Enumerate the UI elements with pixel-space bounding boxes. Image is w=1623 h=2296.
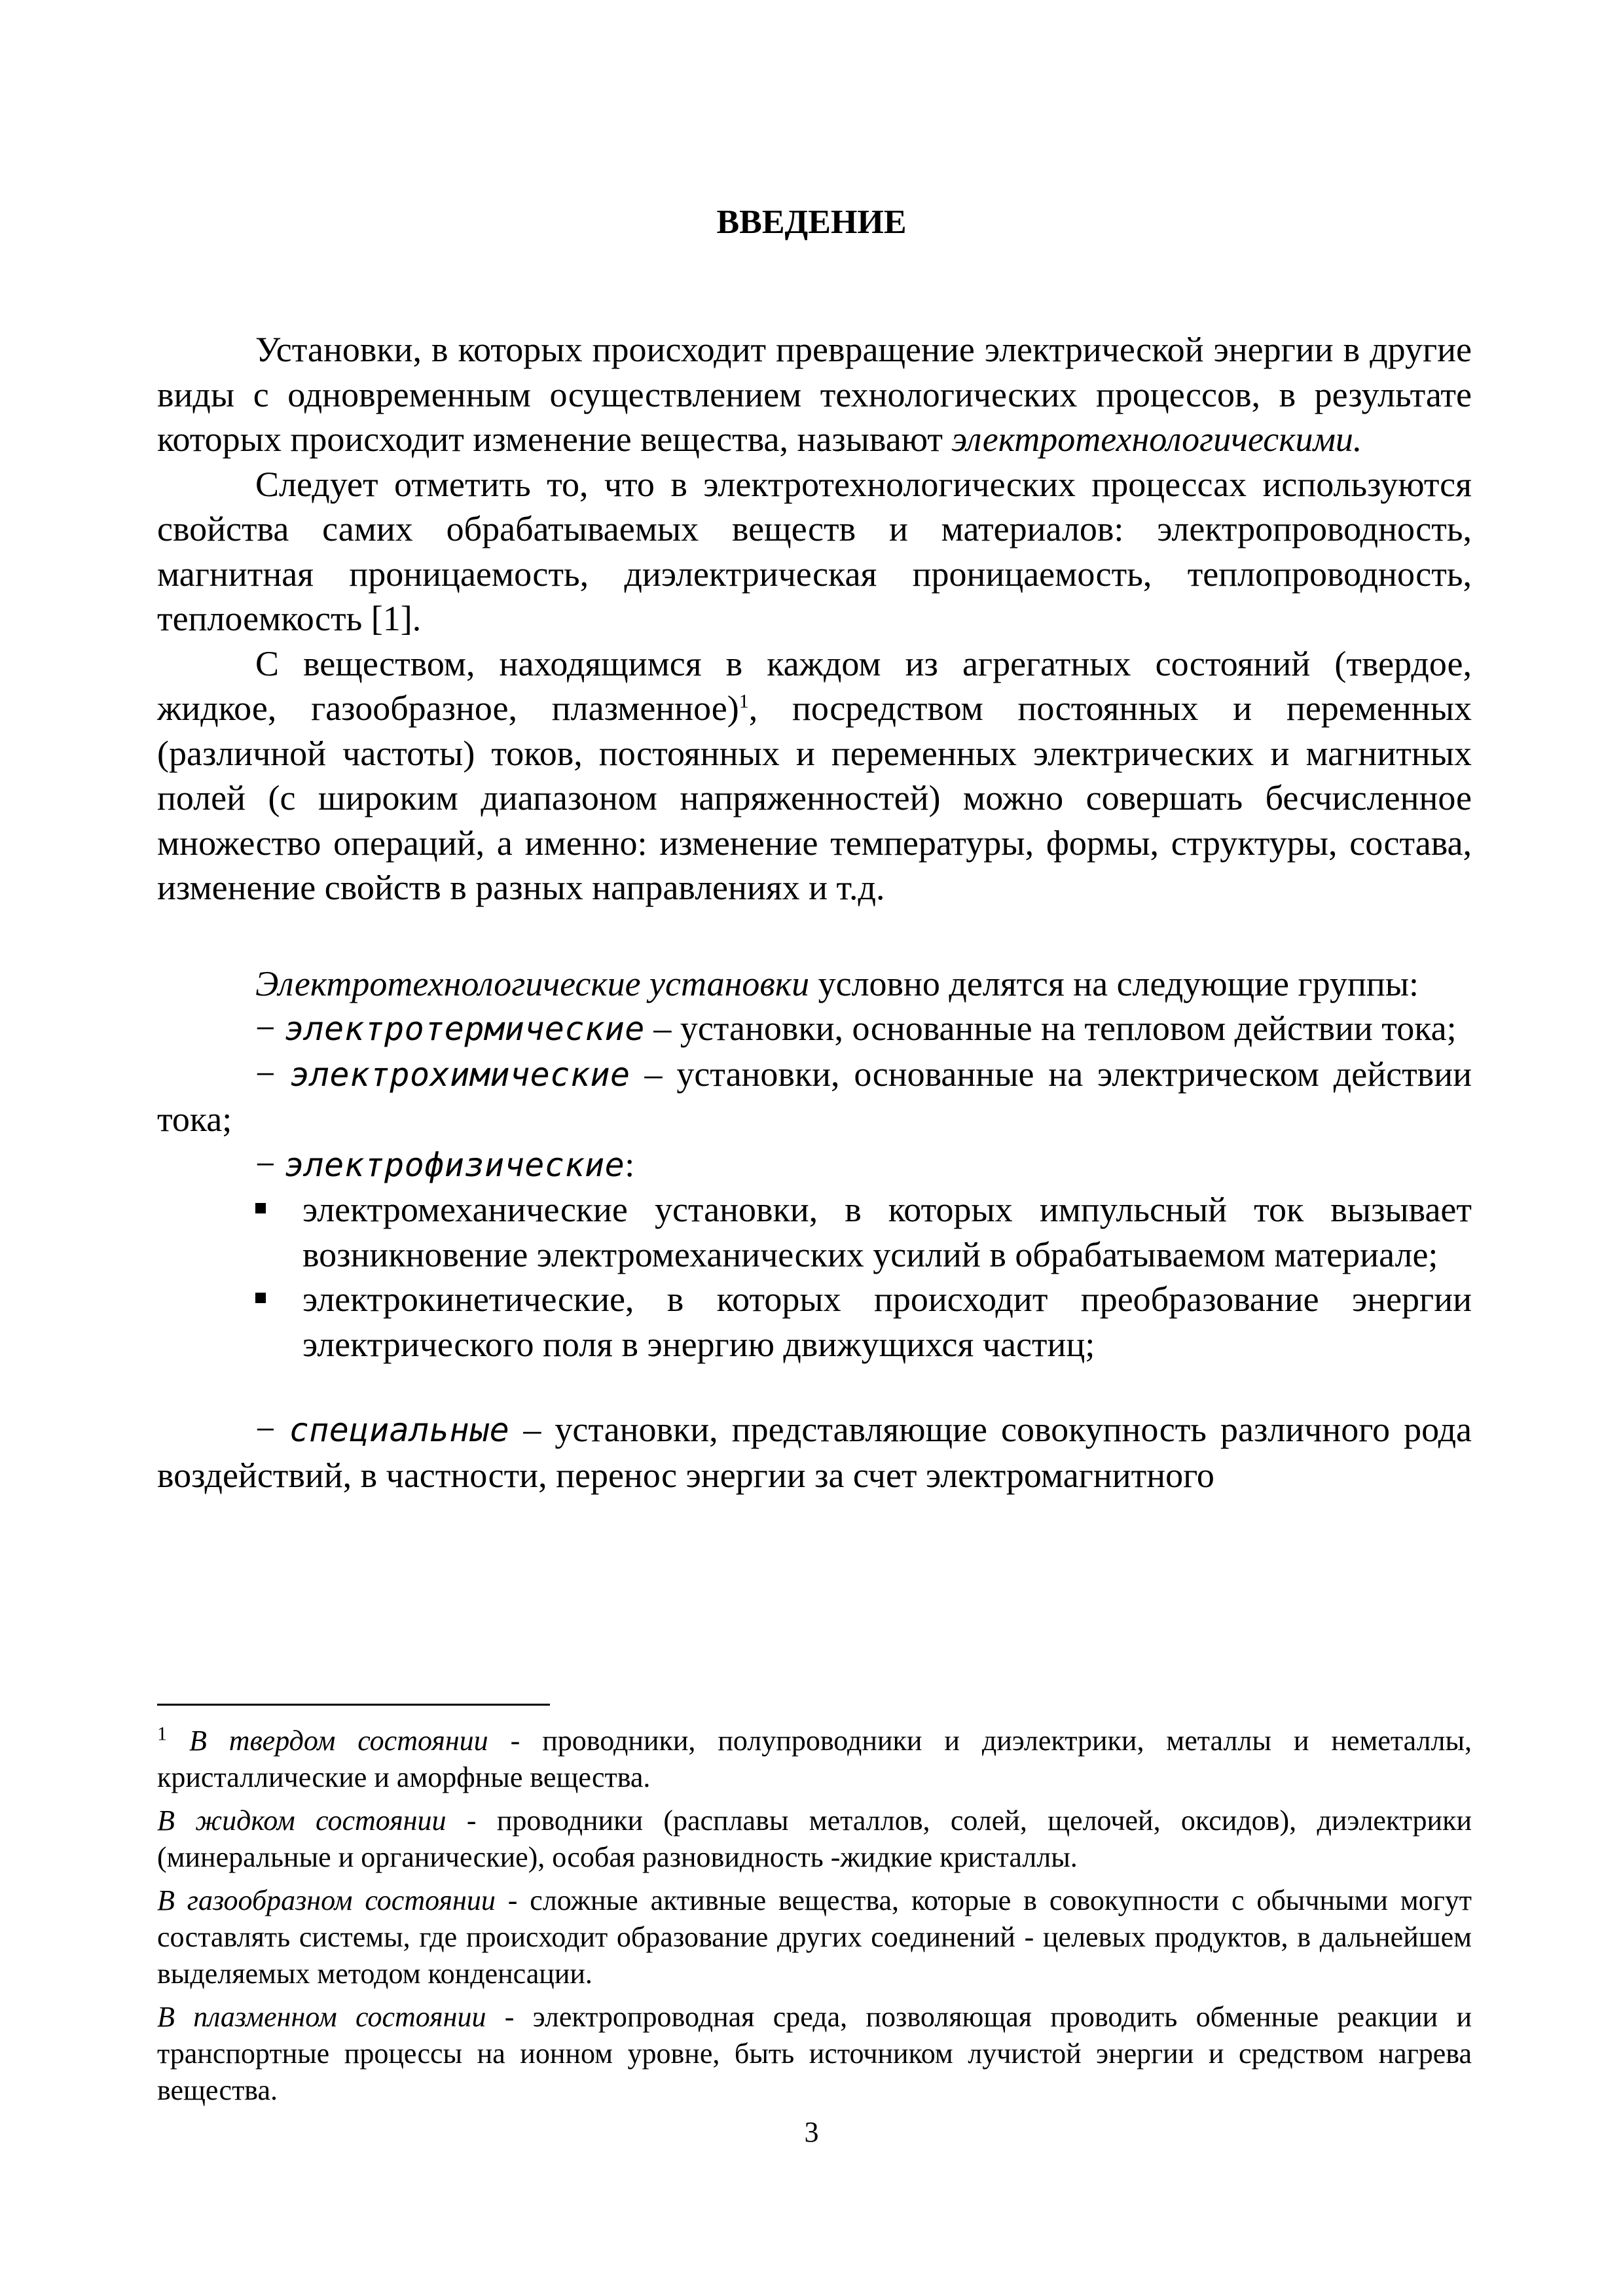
dash-marker: − <box>255 1144 276 1184</box>
paragraph-intro-text: Установки, в которых происходит превращение электрической энергии в другие виды с одновременным осуществлением технологических процессов, в результате которых происходит изменение вещества, называют <box>157 330 1472 459</box>
footnote-liquid <box>157 1803 1472 1876</box>
footnote-solid <box>157 1723 1472 1796</box>
footnotes <box>157 1723 1472 2115</box>
dash-marker: − <box>255 1009 276 1048</box>
term-electrotechnological: электротехнологическими. <box>951 420 1362 459</box>
footnote-separator <box>157 1704 550 1706</box>
paragraph-properties: Следует отметить то, что в электротехнологических процессах используются свойства самих обрабатываемых веществ и материалов: электропроводность, магнитная проницаемость, диэлектрическая проницаемость, теплопроводность, теплоемкость [1]. <box>157 464 1472 638</box>
footnote-text: - сложные активные вещества, которые в совокупности с обычными могут составлять системы, где происходит образование других соединений - целевых продуктов, в дальнейшем выделяемых методом конденсации. <box>157 1884 1472 1990</box>
dash-marker: − <box>255 1054 276 1094</box>
bullet-item-electromechanical <box>157 1187 1472 1277</box>
item-text: – установки, основанные на тепловом действии тока; <box>644 1009 1457 1048</box>
paragraph-states <box>157 641 1472 910</box>
item-text: – установки, основанные на электрическом действии тока; <box>157 1054 1472 1139</box>
bullet-list <box>157 1187 1472 1367</box>
term-special: специальные <box>289 1411 510 1449</box>
list-item-electrochemical <box>157 1052 1472 1142</box>
footnote-gaseous <box>157 1882 1472 1992</box>
page-title: ВВЕДЕНИЕ <box>716 204 907 241</box>
item-text: : <box>625 1144 635 1184</box>
term-electrophysical: электрофизические <box>283 1145 625 1184</box>
square-bullet-icon <box>255 1203 266 1213</box>
item-text: – установки, представляющие совокупность различного рода воздействий, в частности, перенос энергии за счет электромагнитного <box>157 1410 1472 1495</box>
list-item-electrothermal <box>157 1006 1472 1052</box>
list-item-electrophysical <box>157 1142 1472 1188</box>
page-number: 3 <box>804 2116 819 2148</box>
paragraph-states-start: С веществом, находящимся в каждом из агрегатных состояний (твердое, жидкое, газообразное, плазменное) <box>157 643 1472 728</box>
footnote-term: В плазменном состоянии <box>157 2001 486 2033</box>
bullet-item-electrokinetic <box>157 1277 1472 1367</box>
paragraph-intro <box>157 327 1472 462</box>
list-item-special <box>157 1407 1472 1498</box>
paragraph-groups-text: условно делятся на следующие группы: <box>809 963 1419 1003</box>
footnote-text: - проводники (расплавы металлов, солей, щелочей, оксидов), диэлектрики (минеральные и органические), особая разновидность -жидкие кристаллы. <box>157 1804 1472 1873</box>
paragraph-states-end: , посредством постоянных и переменных (различной частоты) токов, постоянных и переменных электрических и магнитных полей (с широким диапазоном напряженностей) можно совершать бесчисленное множество операций, а именно: изменение температуры, формы, структуры, состава, изменение свойств в разных направлениях и т.д. <box>157 689 1472 907</box>
paragraph-groups <box>157 961 1472 1007</box>
bullet-text: электромеханические установки, в которых импульсный ток вызывает возникновение электромеханических усилий в обрабатываемом материале; <box>302 1190 1472 1274</box>
term-electrothermal: электротермические <box>283 1010 645 1048</box>
term-installations: Электротехнологические установки <box>255 963 810 1003</box>
main-text <box>157 327 1472 1498</box>
footnote-text: - электропроводная среда, позволяющая проводить обменные реакции и транспортные процессы на ионном уровне, быть источником лучистой энергии и средством нагрева вещества. <box>157 2001 1472 2106</box>
term-electrochemical: электрохимические <box>289 1055 630 1094</box>
footnote-mark: 1 <box>157 1723 167 1745</box>
footnote-term: В жидком состоянии <box>157 1804 447 1837</box>
spacer <box>157 910 1472 961</box>
footnote-term: В газообразном состоянии <box>157 1884 496 1916</box>
dash-marker: − <box>255 1410 276 1449</box>
bullet-text: электрокинетические, в которых происходит преобразование энергии электрического поля в энергию движущихся частиц; <box>302 1280 1472 1364</box>
footnote-text: - проводники, полупроводники и диэлектрики, металлы и неметаллы, кристаллические и аморфные вещества. <box>157 1725 1472 1793</box>
spacer <box>157 1367 1472 1407</box>
footnote-term: В твердом состоянии <box>189 1725 488 1757</box>
footnote-reference: 1 <box>739 691 749 712</box>
footnote-plasma <box>157 1999 1472 2109</box>
square-bullet-icon <box>255 1293 266 1303</box>
